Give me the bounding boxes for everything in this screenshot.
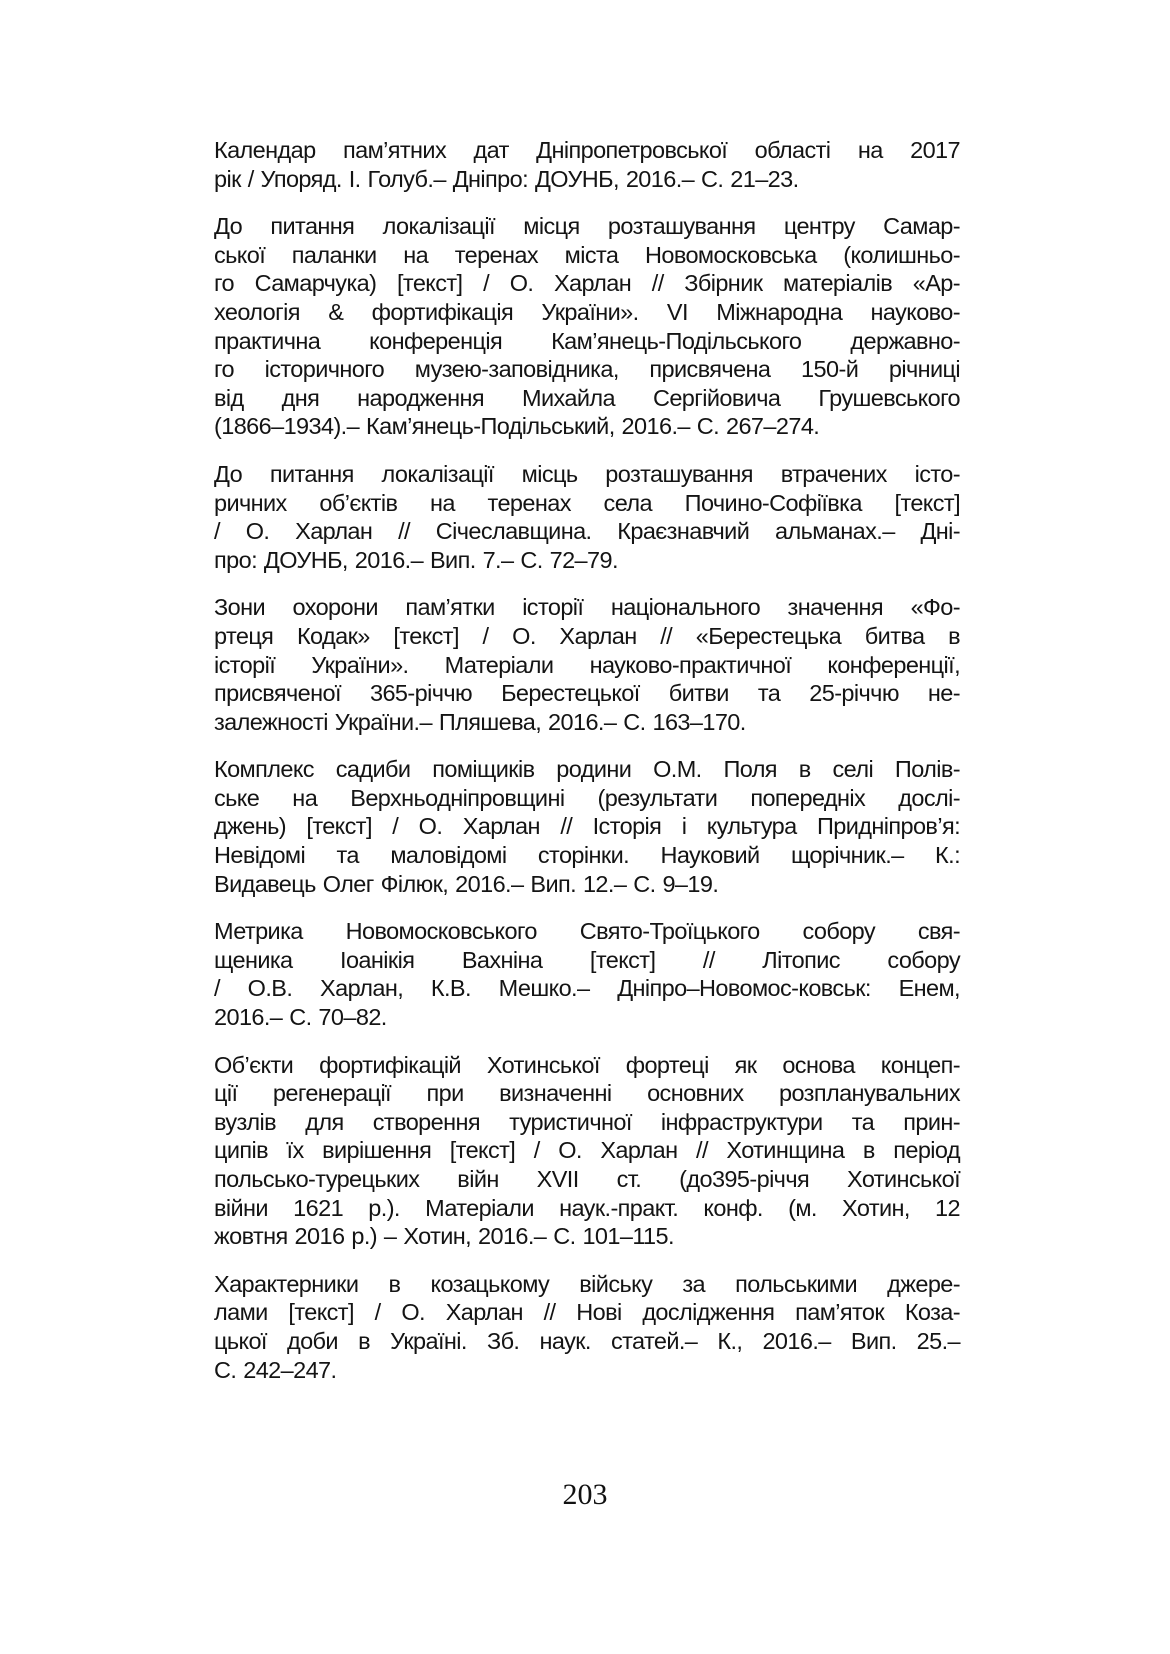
entry-line: від дня народження Михайла Сергійовича Грушевського <box>214 384 960 411</box>
entry-line: залежності України.– Пляшева, 2016.– С. 163–170. <box>214 708 746 735</box>
entry-line: Характерники в козацькому війську за польськими джере- <box>214 1270 960 1297</box>
bibliography-entry-5 <box>214 755 960 898</box>
page-number: 203 <box>562 1478 608 1511</box>
entry-line: / О.В. Харлан, К.В. Мешко.– Дніпро–Новомос-ковськ: Енем, <box>214 975 960 1002</box>
entry-line: джень) [текст] / О. Харлан // Історія і культура Придніпров’я: <box>214 813 960 840</box>
bibliography-entry-8 <box>214 1270 960 1384</box>
entry-line: 2016.– С. 70–82. <box>214 1004 387 1031</box>
entry-line: польсько-турецьких війн XVII ст. (до395-річчя Хотинської <box>214 1166 960 1192</box>
bibliography-entry-3 <box>214 460 960 574</box>
entry-line: історії України». Матеріали науково-практичної конференції, <box>214 651 960 678</box>
entry-line: Невідомі та маловідомі сторінки. Науковий щорічник.– К.: <box>214 842 960 869</box>
bibliography-entry-6 <box>214 917 960 1031</box>
bibliography-entry-2 <box>214 212 960 441</box>
entry-line: Об’єкти фортифікацій Хотинської фортеці як основа концеп- <box>214 1051 960 1078</box>
entry-line: Метрика Новомосковського Свято-Троїцького собору свя- <box>214 918 960 945</box>
entry-line: Комплекс садиби поміщиків родини О.М. Поля в селі Полів- <box>214 756 960 783</box>
entry-line: присвяченої 365-річчю Берестецької битви та 25-річчю не- <box>214 680 960 707</box>
bibliography-entry-7 <box>214 1051 960 1251</box>
entry-line: ципів їх вирішення [текст] / О. Харлан // Хотинщина в період <box>214 1137 960 1164</box>
entry-line: Видавець Олег Філюк, 2016.– Вип. 12.– С. 9–19. <box>214 870 719 897</box>
entry-line: ське на Верхньодніпровщині (результати попередніх дослі- <box>214 784 960 811</box>
bibliography-entry-1 <box>214 136 960 193</box>
entry-line: ртеця Кодак» [текст] / О. Харлан // «Берестецька битва в <box>214 622 960 649</box>
entry-line: / О. Харлан // Січеславщина. Краєзнавчий альманах.– Дні- <box>214 518 960 545</box>
entry-line: рік / Упоряд. І. Голуб.– Дніпро: ДОУНБ, 2016.– С. 21–23. <box>214 165 799 192</box>
entry-line: жовтня 2016 р.) – Хотин, 2016.– С. 101–115. <box>214 1223 674 1250</box>
entry-line: цької доби в Україні. Зб. наук. статей.– К., 2016.– Вип. 25.– <box>214 1327 960 1354</box>
entry-line: хеологія & фортифікація України». VI Міжнародна науково- <box>214 298 960 325</box>
entry-line: До питання локалізації місця розташування центру Самар- <box>214 213 960 240</box>
entry-line: ції регенерації при визначенні основних розпланувальних <box>214 1080 960 1107</box>
entry-line: Зони охорони пам’ятки історії національного значення «Фо- <box>214 594 960 621</box>
bibliography-list <box>214 136 960 1403</box>
entry-line: (1866–1934).– Кам’янець-Подільський, 2016.– С. 267–274. <box>214 413 820 440</box>
entry-line: го історичного музею-заповідника, присвячена 150-й річниці <box>214 356 960 383</box>
entry-line: війни 1621 р.). Матеріали наук.-практ. конф. (м. Хотин, 12 <box>214 1194 960 1221</box>
entry-line: лами [текст] / О. Харлан // Нові дослідження пам’яток Коза- <box>214 1299 960 1326</box>
entry-line: ричних об’єктів на теренах села Почино-Софіївка [текст] <box>214 489 960 516</box>
bibliography-entry-4 <box>214 593 960 736</box>
entry-line: Календар пам’ятних дат Дніпропетровської області на 2017 <box>214 137 960 163</box>
entry-line: практична конференція Кам’янець-Подільського державно- <box>214 327 960 354</box>
entry-line: про: ДОУНБ, 2016.– Вип. 7.– С. 72–79. <box>214 546 618 573</box>
entry-line: С. 242–247. <box>214 1356 337 1383</box>
entry-line: щеника Іоанікія Вахніна [текст] // Літопис собору <box>214 946 960 973</box>
entry-line: До питання локалізації місць розташування втрачених істо- <box>214 460 960 487</box>
entry-line: ської паланки на теренах міста Новомосковська (колишньо- <box>214 241 960 268</box>
entry-line: вузлів для створення туристичної інфраструктури та прин- <box>214 1108 960 1135</box>
entry-line: го Самарчука) [текст] / О. Харлан // Збірник матеріалів «Ар- <box>214 270 960 297</box>
